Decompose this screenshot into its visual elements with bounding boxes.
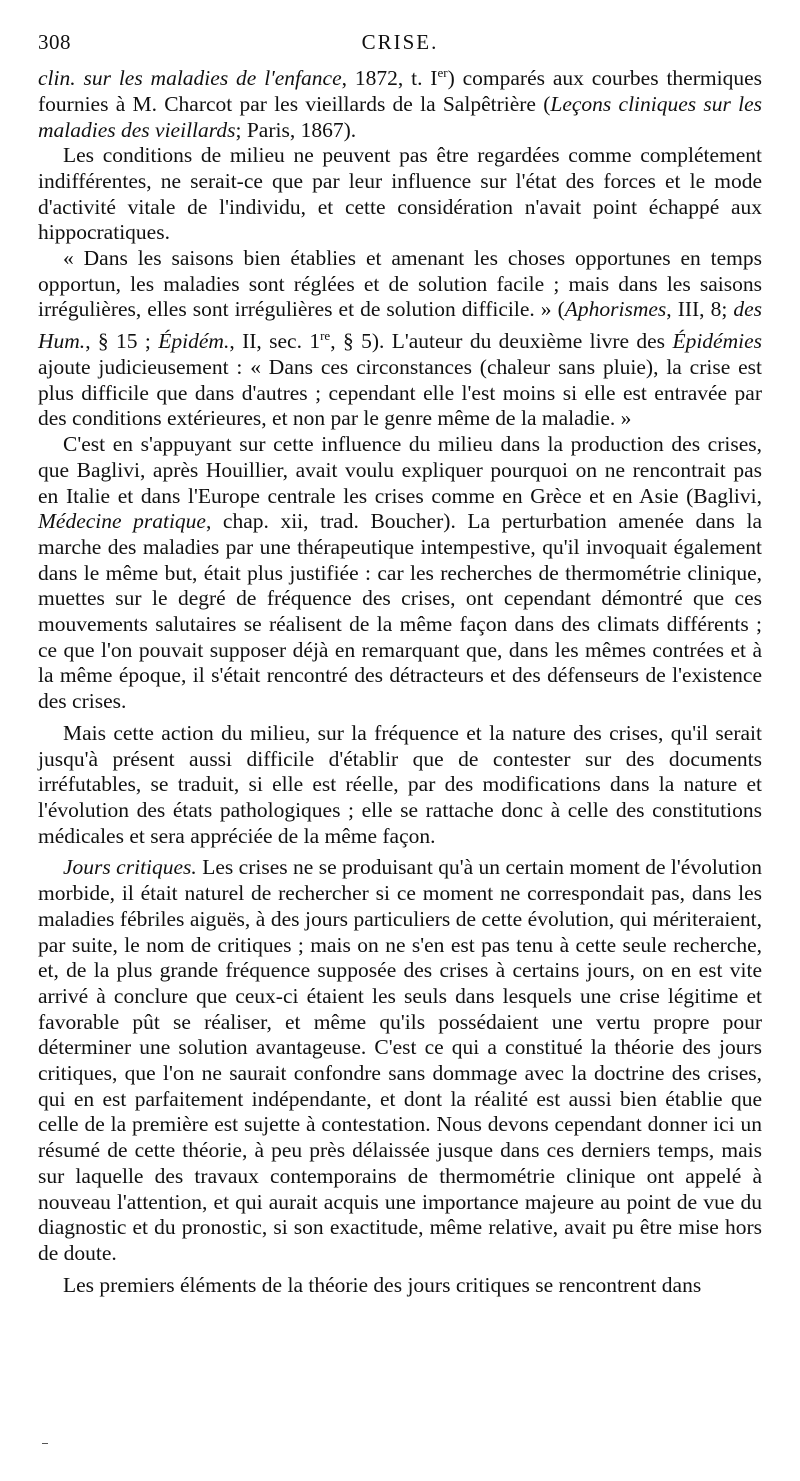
book-page (38, 30, 762, 1298)
text-run: Les premiers éléments de la théorie des jours critiques se rencontrent dans (63, 1272, 702, 1297)
page-number: 308 (38, 30, 71, 54)
italic-text: Jours critiques. (63, 855, 197, 880)
paragraph (38, 855, 762, 1266)
text-run: , 1872, t. I (341, 66, 438, 91)
italic-text: Leçons cliniques sur les maladies des vieillards (38, 91, 762, 142)
text-run: C'est en s'appuyant sur cette influence du milieu dans la production des crises, que Baglivi, après Houillier, avait voulu expliquer pourquoi on ne rencontrait pas en Italie et dans l'Europe centrale les crises comme en Grèce et en Asie (Baglivi, (38, 432, 762, 508)
text-run: , II, sec. 1 (229, 329, 321, 354)
text-run: ajoute judicieusement : « Dans ces circonstances (chaleur sans pluie), la crise est plus difficile que dans d'autres ; cependant elle l'est moins si elle est entravée par des conditions extérieures, et non par le genre même de la maladie. » (38, 355, 762, 431)
paragraph (38, 1273, 762, 1299)
paragraph (38, 432, 762, 715)
text-run: , § 15 ; (85, 329, 159, 354)
text-run: , § 5). L'auteur du deuxième livre des (330, 329, 673, 354)
italic-text: Épidém. (158, 329, 230, 354)
superscript-text: er (437, 65, 448, 80)
page-header (38, 30, 762, 60)
superscript-text: re (320, 328, 331, 344)
paragraph (38, 721, 762, 850)
paragraph (38, 246, 762, 432)
text-run: Les conditions de milieu ne peuvent pas être regardées comme complétement indifférentes, ne serait-ce que par leur influence sur l'état des forces et le mode d'activité vitale de l'individu, et cette considération n'avait point échappé aux hippocratiques. (38, 143, 762, 245)
text-run: « Dans les saisons bien établies et amenant les choses opportunes en temps opportun, les maladies sont réglées et de solution facile ; mais dans les saisons irrégulières, elles sont irrégulières et de solution difficile. » ( (38, 246, 762, 322)
italic-text: clin. sur les maladies de l'enfance (38, 66, 342, 91)
italic-text: des Hum. (38, 297, 763, 354)
text-run: , chap. xii, trad. Boucher). La perturbation amenée dans la marche des maladies par une thérapeutique intempestive, qu'il invoquait également dans le même but, était plus justifiée : car les recherches de thermométrie clinique, muettes sur le degré de fréquence des crises, ont cependant démontré que ces mouvements salutaires se réalisent de la même façon dans des climats différents ; ce que l'on pouvait supposer déjà en remarquant que, dans les mêmes contrées et à la même époque, il s'était rencontré des détracteurs et des défenseurs de l'existence des crises. (38, 509, 762, 714)
italic-text: Aphorismes (564, 297, 667, 322)
running-title: CRISE. (361, 30, 439, 54)
paragraph (38, 143, 762, 246)
page-mark (42, 1443, 48, 1444)
text-run: , III, 8; (666, 297, 734, 322)
italic-text: Médecine pratique (38, 509, 206, 534)
body-text (38, 60, 762, 1298)
text-run: ; Paris, 1867). (235, 117, 357, 142)
text-run: Mais cette action du milieu, sur la fréquence et la nature des crises, qu'il serait jusqu'à présent aussi difficile d'établir que de contester sur des documents irréfutables, se traduit, si elle est réelle, par des modifications dans la nature et l'évolution des états pathologiques ; elle se rattache donc à celle des constitutions médicales et sera appréciée de la même façon. (38, 720, 762, 848)
text-run: ) comparés aux courbes thermiques fournies à M. Charcot par les vieillards de la Salpêtrière ( (38, 66, 762, 116)
paragraph (38, 60, 762, 143)
text-run: Les crises ne se produisant qu'à un certain moment de l'évolution morbide, il était naturel de rechercher si ce moment ne correspondait pas, dans les maladies fébriles aiguës, à des jours particuliers de cette évolution, qui mériteraient, par suite, le nom de critiques ; mais on ne s'en est pas tenu à cette seule recherche, et, de la plus grande fréquence supposée des crises à certains jours, on en est vite arrivé à conclure que ceux-ci étaient les seuls dans lesquels une crise légitime et favorable pût se réaliser, et même qu'ils possédaient une vertu propre pour déterminer une solution avantageuse. C'est ce qui a constitué la théorie des jours critiques, que l'on ne saurait confondre sans dommage avec la doctrine des crises, qui en est parfaitement indépendante, et dont la réalité est aussi bien établie que celle de la première est sujette à contestation. Nous devons cependant donner ici un résumé de cette théorie, à peu près délaissée jusque dans ces derniers temps, mais sur laquelle des travaux contemporains de thermométrie clinique ont appelé à nouveau l'attention, et qui aurait acquis une importance majeure au point de vue du diagnostic et du pronostic, si son exactitude, même relative, avait pu être mise hors de doute. (38, 855, 762, 1265)
italic-text: Épidémies (672, 329, 762, 354)
